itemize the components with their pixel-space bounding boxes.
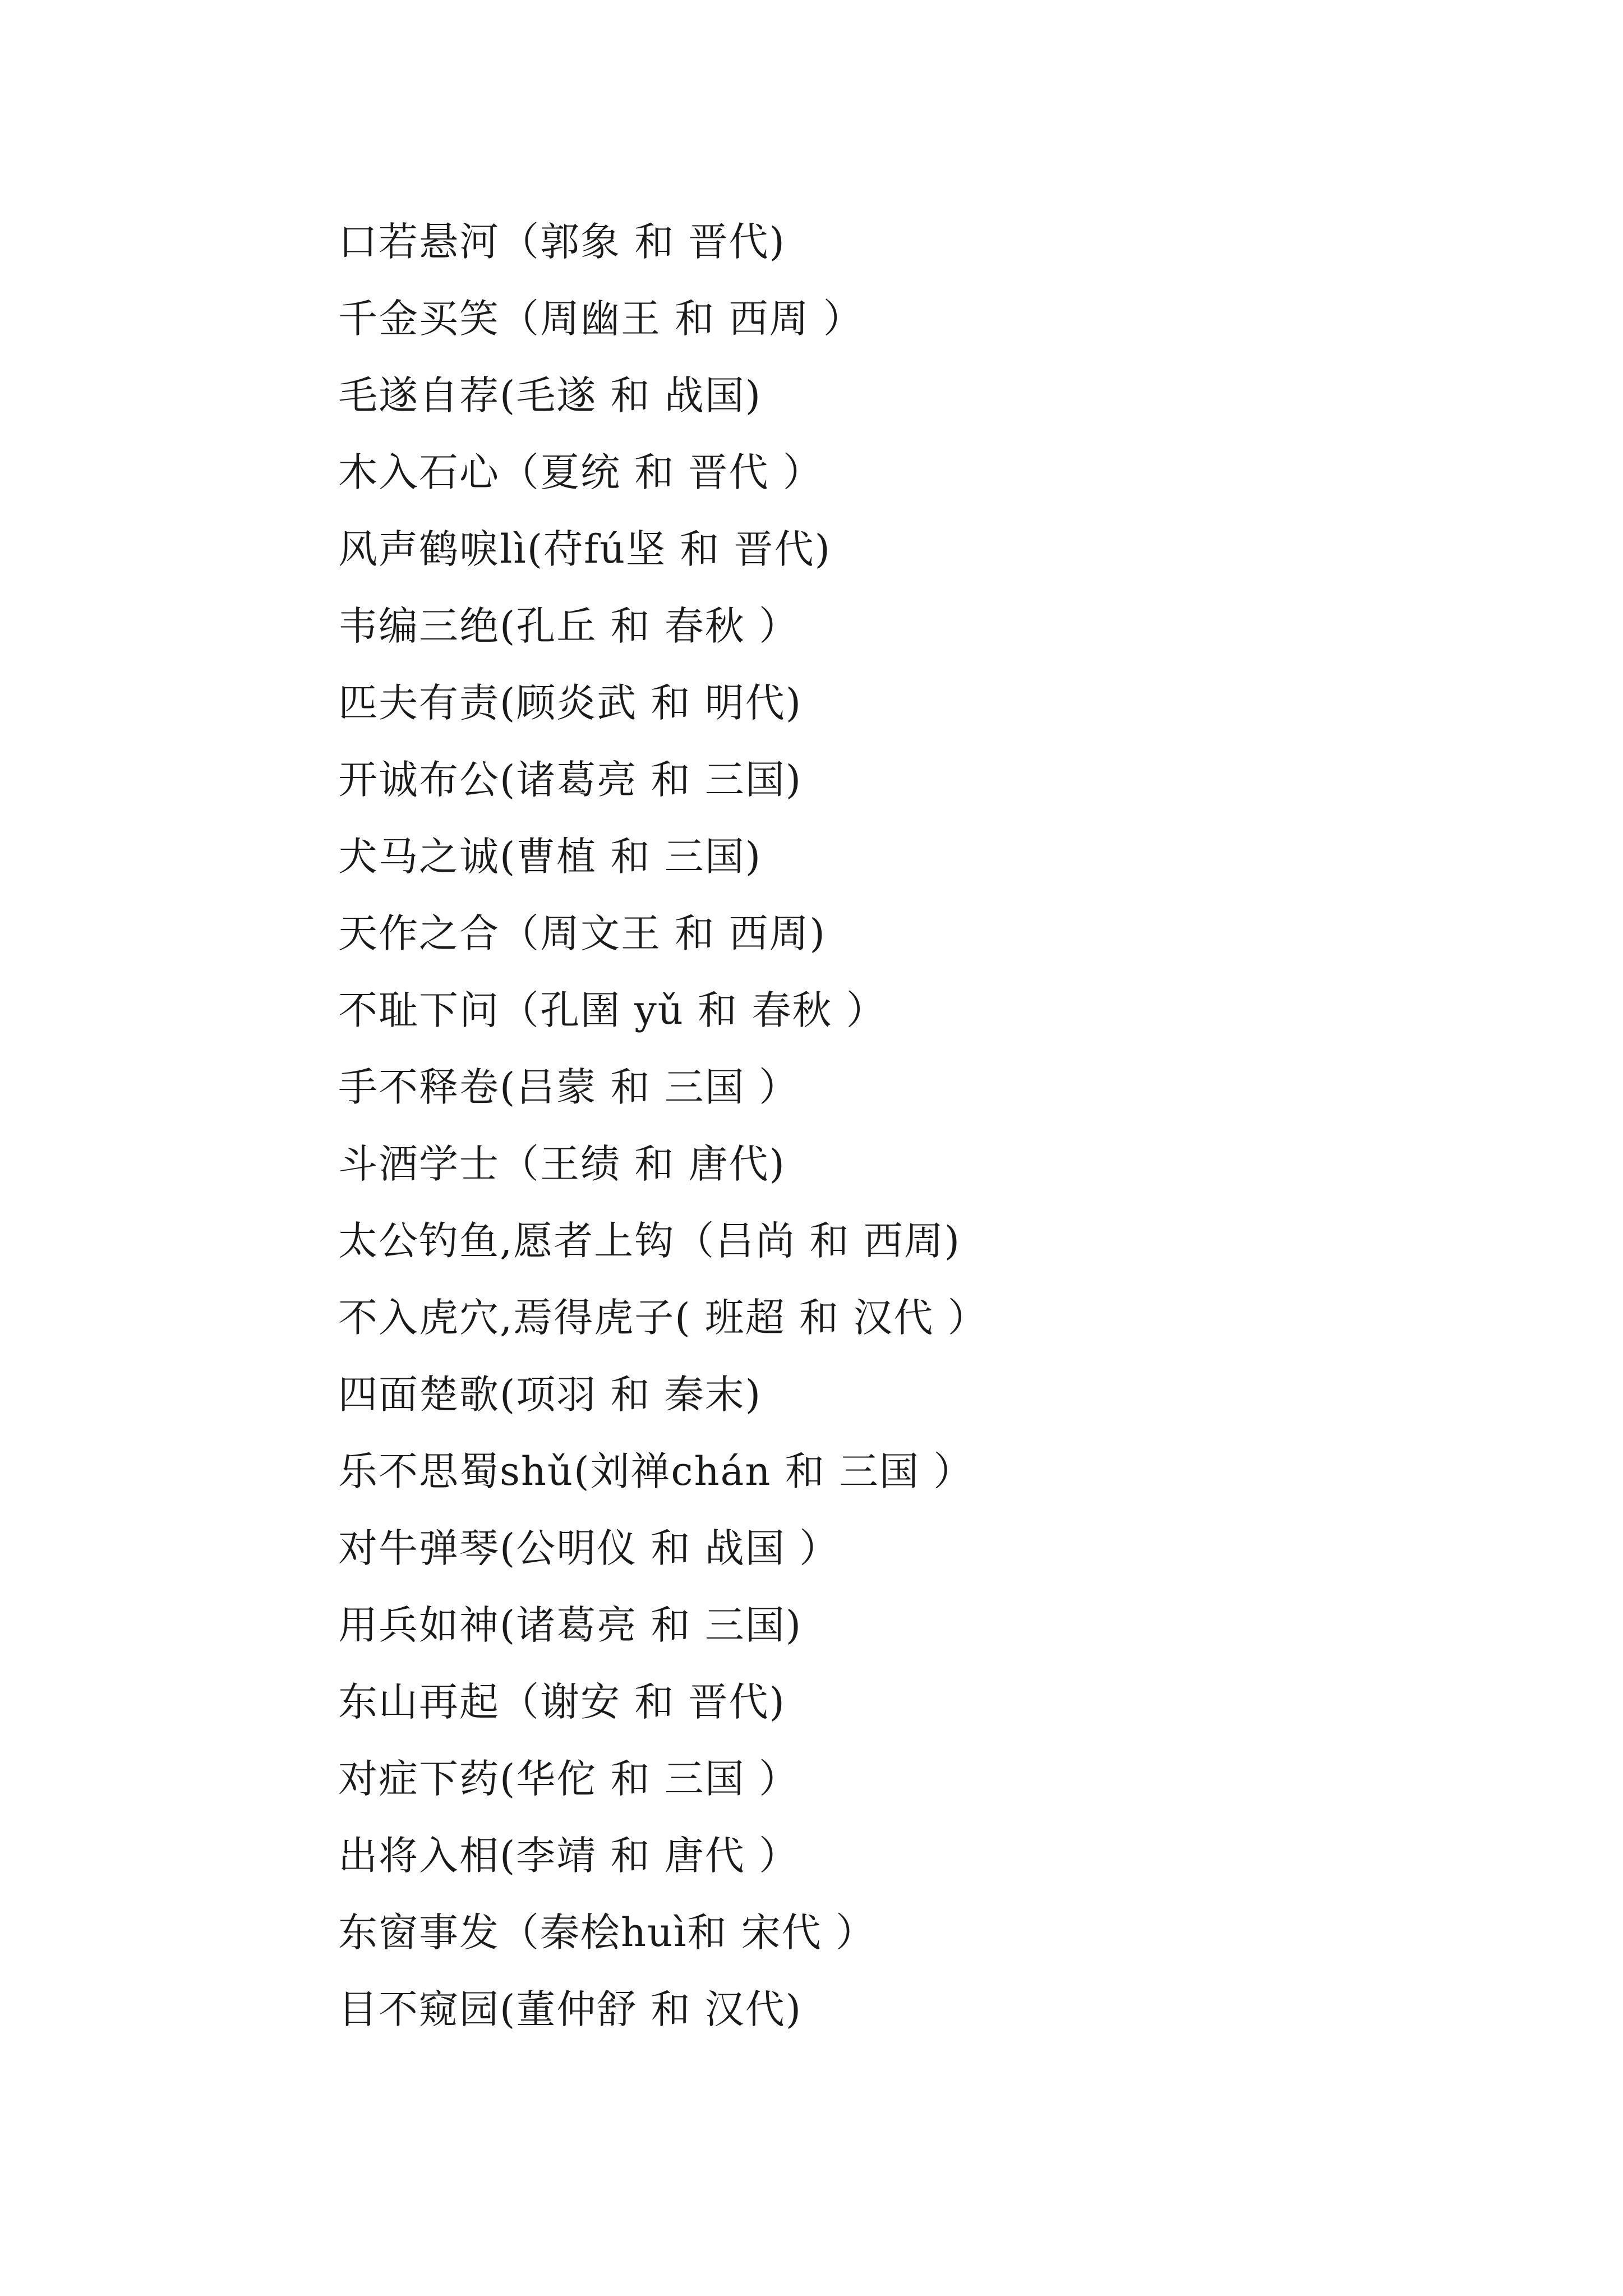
idiom-line: 对牛弹琴(公明仪 和 战国 ） [338,1525,840,1571]
idiom-line: 对症下药(华佗 和 三国 ） [338,1756,800,1802]
idiom-line: 乐不思蜀shǔ(刘禅chán 和 三国 ） [338,1448,974,1494]
idiom-line: 匹夫有责(顾炎武 和 明代) [338,680,803,726]
idiom-line: 目不窥园(董仲舒 和 汉代) [338,1986,803,2032]
idiom-line: 口若悬河（郭象 和 晋代) [338,219,786,265]
idiom-line: 四面楚歌(项羽 和 秦末) [338,1372,762,1418]
idiom-line: 东窗事发（秦桧huì和 宋代 ） [338,1910,877,1955]
idiom-line: 斗酒学士（王绩 和 唐代) [338,1141,786,1187]
idiom-list [338,204,1516,2048]
idiom-line: 风声鹤唳lì(苻fú坚 和 晋代) [338,526,831,572]
idiom-line: 手不释卷(吕蒙 和 三国 ） [338,1064,800,1110]
idiom-line: 东山再起（谢安 和 晋代) [338,1679,786,1725]
idiom-line: 开诚布公(诸葛亮 和 三国) [338,757,803,803]
idiom-line: 用兵如神(诸葛亮 和 三国) [338,1602,803,1648]
idiom-line: 出将入相(李靖 和 唐代 ） [338,1833,800,1879]
idiom-line: 犬马之诚(曹植 和 三国) [338,834,762,880]
idiom-line: 木入石心（夏统 和 晋代 ） [338,449,823,495]
idiom-line: 千金买笑（周幽王 和 西周 ） [338,296,864,342]
idiom-line: 天作之合（周文王 和 西周) [338,910,826,956]
idiom-line: 毛遂自荐(毛遂 和 战国) [338,372,762,418]
idiom-line: 不入虎穴,焉得虎子( 班超 和 汉代 ） [338,1295,988,1341]
idiom-line: 不耻下问（孔圉 yǔ 和 春秋 ） [338,987,887,1033]
idiom-line: 韦编三绝(孔丘 和 春秋 ） [338,603,800,649]
idiom-line: 太公钓鱼,愿者上钩（吕尚 和 西周) [338,1218,961,1264]
